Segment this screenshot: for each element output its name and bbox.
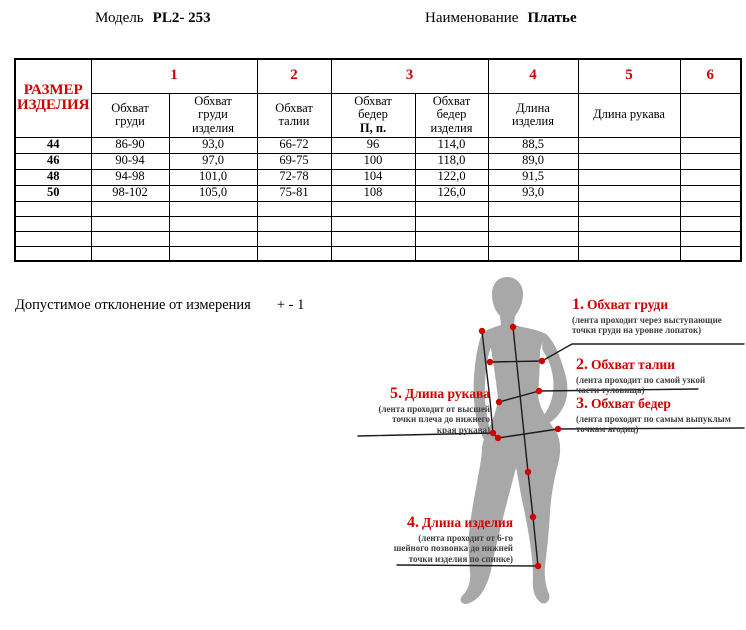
value-cell: 93,0	[488, 185, 578, 201]
measure-point-neck	[510, 324, 516, 330]
col-waist-girth: Обхват талии	[257, 93, 331, 137]
measure-point-hem	[535, 563, 541, 569]
measure-point-chest-right	[539, 358, 545, 364]
size-cell: 44	[15, 137, 91, 153]
model-label: Модель	[95, 10, 144, 26]
value-cell: 105,0	[169, 185, 257, 201]
value-cell: 118,0	[415, 153, 488, 169]
group-1-cell: 1	[91, 59, 257, 93]
value-cell: 114,0	[415, 137, 488, 153]
value-cell: 75-81	[257, 185, 331, 201]
value-cell: 108	[331, 185, 415, 201]
annotation-item-length	[385, 514, 513, 564]
value-cell: 69-75	[257, 153, 331, 169]
size-cell: 50	[15, 185, 91, 201]
group-2-cell: 2	[257, 59, 331, 93]
annotation-description: (лента проходит по самым выпуклым точкам ягодиц)	[576, 414, 731, 435]
annotation-title: Обхват груди	[587, 297, 669, 312]
value-cell: 93,0	[169, 137, 257, 153]
value-cell: 104	[331, 169, 415, 185]
group-3-cell: 3	[331, 59, 488, 93]
value-cell: 126,0	[415, 185, 488, 201]
value-cell: 72-78	[257, 169, 331, 185]
annotation-title: Обхват талии	[591, 357, 675, 372]
annotation-description: (лента проходит от высшей точки плеча до нижнего края рукава)	[378, 404, 490, 435]
measure-point-wrist	[490, 430, 496, 436]
annotation-description: (лента проходит от 6-го шейного позвонка до нижней точки изделия по спинке)	[393, 533, 513, 564]
annotation-title: Длина изделия	[422, 515, 513, 530]
value-cell: 86-90	[91, 137, 169, 153]
value-cell: 97,0	[169, 153, 257, 169]
value-cell: 91,5	[488, 169, 578, 185]
measure-point-waist-right	[536, 388, 542, 394]
annotation-sleeve-length	[352, 385, 490, 435]
value-cell: 94-98	[91, 169, 169, 185]
hips-bold-note: П, п.	[359, 120, 387, 135]
measure-point-chest-left	[487, 359, 493, 365]
measure-point-hand	[495, 435, 501, 441]
annotation-hips	[576, 395, 746, 435]
group-6-cell: 6	[680, 59, 741, 93]
measure-point-knee	[530, 514, 536, 520]
col-hips-garment: Обхват бедер изделия	[415, 93, 488, 137]
size-cell: 48	[15, 169, 91, 185]
value-cell: 98-102	[91, 185, 169, 201]
col-item-length: Длина изделия	[488, 93, 578, 137]
item-name-label: Наименование	[425, 10, 519, 26]
measure-point-hip	[555, 426, 561, 432]
measure-point-thigh	[525, 469, 531, 475]
value-cell: 89,0	[488, 153, 578, 169]
hem-leader-line	[397, 565, 538, 566]
value-cell: 90-94	[91, 153, 169, 169]
col-sleeve-length: Длина рукава	[578, 93, 680, 137]
annotation-number: 2.	[576, 356, 588, 373]
value-cell: 122,0	[415, 169, 488, 185]
annotation-description: (лента проходит по самой узкой части туловища)	[576, 375, 706, 396]
item-name-value: Платье	[527, 10, 577, 26]
corner-header-cell: РАЗМЕР ИЗДЕЛИЯ	[15, 59, 91, 137]
col-hips-girth: Обхват бедер П, п.	[331, 93, 415, 137]
annotation-number: 4.	[407, 514, 420, 531]
value-cell: 100	[331, 153, 415, 169]
annotation-number: 3.	[576, 395, 588, 412]
annotation-waist	[576, 356, 728, 396]
annotation-title: Обхват бедер	[591, 396, 671, 411]
value-cell: 96	[331, 137, 415, 153]
col-chest-girth: Обхват груди	[91, 93, 169, 137]
col-chest-garment: Обхват груди изделия	[169, 93, 257, 137]
value-cell: 66-72	[257, 137, 331, 153]
tolerance-note-value: + - 1	[276, 297, 305, 313]
model-value: PL2- 253	[152, 10, 211, 26]
tolerance-note-text: Допустимое отклонение от измерения	[15, 297, 251, 313]
measure-point-waist-left	[496, 399, 502, 405]
annotation-number: 1.	[572, 296, 584, 313]
value-cell: 88,5	[488, 137, 578, 153]
value-cell: 101,0	[169, 169, 257, 185]
annotation-chest	[572, 296, 740, 336]
measure-point-shoulder	[479, 328, 485, 334]
group-4-cell: 4	[488, 59, 578, 93]
annotation-description: (лента проходит через выступающие точки груди на уровне лопаток)	[572, 315, 722, 336]
annotation-number: 5.	[390, 385, 402, 402]
group-5-cell: 5	[578, 59, 680, 93]
size-cell: 46	[15, 153, 91, 169]
annotation-title: Длина рукава	[405, 386, 490, 401]
